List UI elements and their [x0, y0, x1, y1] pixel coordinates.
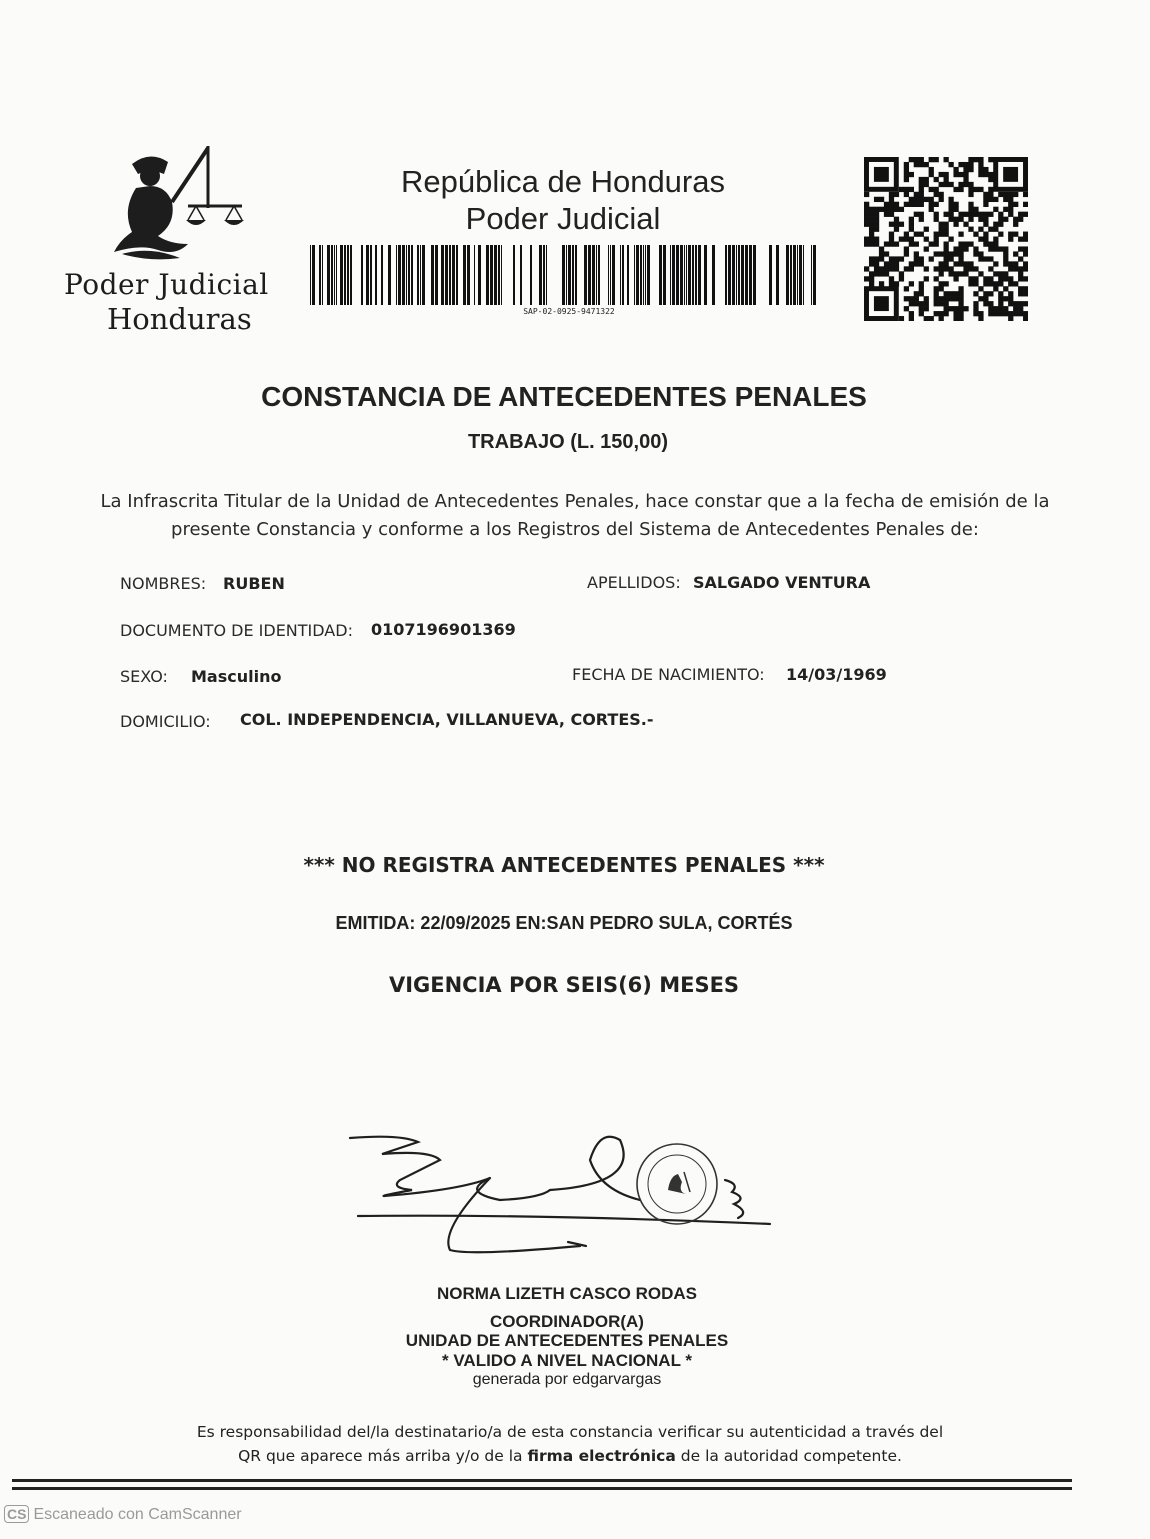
footer-line-2 — [120, 1447, 1020, 1465]
signatory-role: COORDINADOR(A) — [490, 1312, 644, 1331]
apellidos-value: SALGADO VENTURA — [693, 573, 871, 592]
footer-line-2-part-b: de la autoridad competente. — [675, 1447, 902, 1465]
footer-line-1: Es responsabilidad del/la destinatario/a de esta constancia verificar su autenticidad a través del — [196, 1423, 944, 1441]
sexo-label: SEXO: — [120, 667, 168, 686]
emission-info: EMITIDA: 22/09/2025 EN:SAN PEDRO SULA, CORTÉS — [335, 913, 793, 933]
status-text: *** NO REGISTRA ANTECEDENTES PENALES *** — [303, 853, 825, 877]
footer-rule-top — [12, 1479, 1072, 1482]
validity-scope: * VALIDO A NIVEL NACIONAL * — [442, 1351, 692, 1370]
fecha-nacimiento-label: FECHA DE NACIMIENTO: — [572, 665, 765, 684]
poder-judicial-logo — [58, 140, 288, 340]
header-title-line1: República de Honduras — [401, 164, 725, 199]
validity-period: VIGENCIA POR SEIS(6) MESES — [388, 973, 740, 997]
nombres-value: RUBEN — [223, 574, 285, 593]
camscanner-text: Escaneado con CamScanner — [33, 1506, 242, 1523]
logo-text-line2: Honduras — [107, 302, 252, 336]
intro-paragraph — [70, 488, 1080, 544]
lady-justice-icon — [110, 140, 250, 265]
official-seal — [637, 1144, 717, 1224]
domicilio-value: COL. INDEPENDENCIA, VILLANUEVA, CORTES.- — [240, 710, 654, 729]
camscanner-badge: CS — [4, 1505, 29, 1523]
documento-label: DOCUMENTO DE IDENTIDAD: — [120, 621, 353, 640]
signatory-name: NORMA LIZETH CASCO RODAS — [436, 1284, 698, 1303]
intro-line-1: La Infrascrita Titular de la Unidad de Antecedentes Penales, hace constar que a la fecha de emisión de la — [100, 491, 1050, 512]
footer-rule-bottom — [12, 1487, 1072, 1490]
signatory-unit: UNIDAD DE ANTECEDENTES PENALES — [405, 1331, 729, 1350]
camscanner-watermark — [4, 1505, 304, 1533]
barcode-number: SAP-02-0925-9471322 — [523, 307, 615, 316]
sexo-value: Masculino — [191, 667, 282, 686]
documento-value: 0107196901369 — [371, 620, 516, 639]
qr-code[interactable] — [864, 157, 1028, 321]
header-title-line2: Poder Judicial — [465, 201, 661, 236]
generated-by: generada por edgarvargas — [472, 1371, 662, 1388]
logo-text-line1: Poder Judicial — [64, 268, 269, 301]
barcode — [310, 245, 828, 305]
fecha-nacimiento-value: 14/03/1969 — [786, 665, 887, 684]
footer-line-2-part-a: QR que aparece más arriba y/o de la — [238, 1447, 528, 1465]
document-title: CONSTANCIA DE ANTECEDENTES PENALES — [261, 381, 867, 412]
apellidos-label: APELLIDOS: — [587, 573, 681, 592]
nombres-label: NOMBRES: — [120, 574, 207, 593]
signature-with-seal — [340, 1120, 780, 1270]
intro-line-2: presente Constancia y conforme a los Registros del Sistema de Antecedentes Penales de: — [171, 519, 979, 540]
document-subtitle: TRABAJO (L. 150,00) — [467, 431, 669, 453]
domicilio-label: DOMICILIO: — [120, 712, 211, 731]
footer-line-2-bold: firma electrónica — [527, 1447, 676, 1465]
